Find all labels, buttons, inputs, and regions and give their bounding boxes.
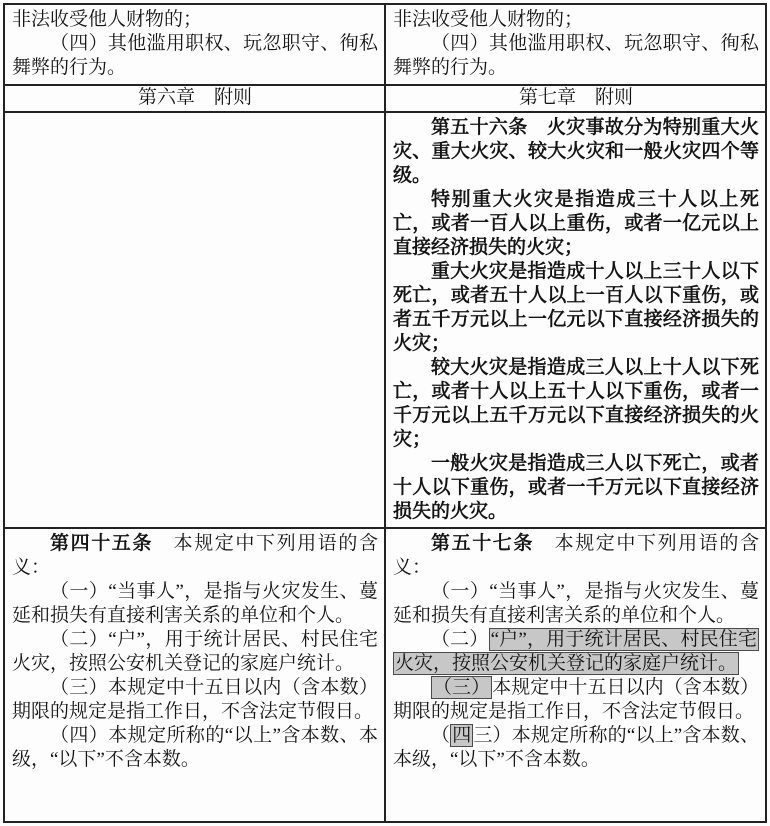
text-segment: （四）其他滥用职权、玩忽职守、徇私舞弊的行为。 [393, 33, 759, 78]
row-abuse-clause-left-cell [5, 5, 386, 84]
text-segment: （二）“户”，用于统计居民、村民住宅火灾，按照公安机关登记的家庭户统计。 [12, 629, 378, 674]
text-segment: 本规定中下列用语的含义： [12, 533, 378, 578]
paragraph [393, 260, 759, 356]
row-chapter-heading [5, 86, 765, 113]
row-definitions-right-cell [386, 529, 765, 821]
text-segment: 第五十七条 [431, 533, 534, 554]
text-segment: （ [431, 725, 451, 746]
text-segment: 三）本规定所称的“以上”含本数、本级，“以下”不含本数。 [393, 725, 759, 770]
paragraph [393, 356, 759, 452]
text-segment: 一般火灾是指造成三人以下死亡，或者十人以下重伤，或者一千万元以下直接经济损失的火灾。 [393, 453, 759, 522]
paragraph [393, 188, 759, 260]
highlighted-segment: 四 [452, 725, 472, 746]
text-segment: （一）“当事人”，是指与火灾发生、蔓延和损失有直接利害关系的单位和个人。 [393, 581, 759, 626]
text-segment: 第四十五条 [50, 533, 153, 554]
row-abuse-clause [5, 5, 765, 86]
paragraph [12, 628, 378, 676]
paragraph [393, 116, 759, 188]
paragraph [393, 628, 759, 676]
text-segment: 特别重大火灾是指造成三十人以上死亡，或者一百人以上重伤，或者一亿元以上直接经济损失的火灾； [393, 189, 759, 258]
comparison-table [3, 3, 767, 823]
paragraph [12, 87, 378, 109]
text-segment: （三）本规定中十五日以内（含本数）期限的规定是指工作日，不含法定节假日。 [12, 677, 378, 722]
paragraph [12, 724, 378, 772]
paragraph [393, 532, 759, 580]
paragraph [393, 676, 759, 724]
text-segment: 第五十六条 火灾事故分为特别重大火灾、重大火灾、较大火灾和一般火灾四个等级。 [393, 117, 759, 186]
text-segment: 重大火灾是指造成十人以上三十人以下死亡，或者五十人以上一百人以下重伤，或者五千万元以上一亿元以下直接经济损失的火灾； [393, 261, 759, 354]
text-segment: 第七章 附则 [518, 87, 633, 108]
text-segment: （四）其他滥用职权、玩忽职守、徇私舞弊的行为。 [12, 33, 378, 78]
text-segment: （四）本规定所称的“以上”含本数、本级，“以下”不含本数。 [12, 725, 378, 770]
paragraph [393, 32, 759, 80]
row-chapter-heading-left-cell [5, 86, 386, 111]
paragraph [12, 32, 378, 80]
text-segment: 较大火灾是指造成三人以上十人以下死亡，或者十人以上五十人以下重伤，或者一千万元以上五千万元以下直接经济损失的火灾； [393, 357, 759, 450]
row-article-56-left-cell [5, 113, 386, 527]
row-definitions [5, 529, 765, 821]
paragraph [393, 8, 759, 32]
row-article-56-right-cell [386, 113, 765, 527]
highlighted-segment: （三） [433, 677, 491, 698]
row-abuse-clause-right-cell [386, 5, 765, 84]
text-segment: （一）“当事人”，是指与火灾发生、蔓延和损失有直接利害关系的单位和个人。 [12, 581, 378, 626]
text-segment: 本规定中下列用语的含义： [393, 533, 759, 578]
text-segment: 非法收受他人财物的； [12, 9, 203, 30]
paragraph [393, 724, 759, 772]
row-article-56 [5, 113, 765, 529]
text-segment: 非法收受他人财物的； [393, 9, 584, 30]
text-segment: （二） [431, 629, 489, 650]
paragraph [12, 676, 378, 724]
row-chapter-heading-right-cell [386, 86, 765, 111]
paragraph [393, 452, 759, 524]
paragraph [12, 8, 378, 32]
row-definitions-left-cell [5, 529, 386, 821]
paragraph [12, 532, 378, 580]
paragraph [393, 87, 759, 109]
text-segment: 本规定中十五日以内（含本数）期限的规定是指工作日，不含法定节假日。 [393, 677, 759, 722]
text-segment: 第六章 附则 [137, 87, 252, 108]
paragraph [12, 580, 378, 628]
highlighted-segment: “户”，用于统计居民、村民住宅火灾，按照公安机关登记的家庭户统计。 [395, 629, 757, 674]
paragraph [393, 580, 759, 628]
